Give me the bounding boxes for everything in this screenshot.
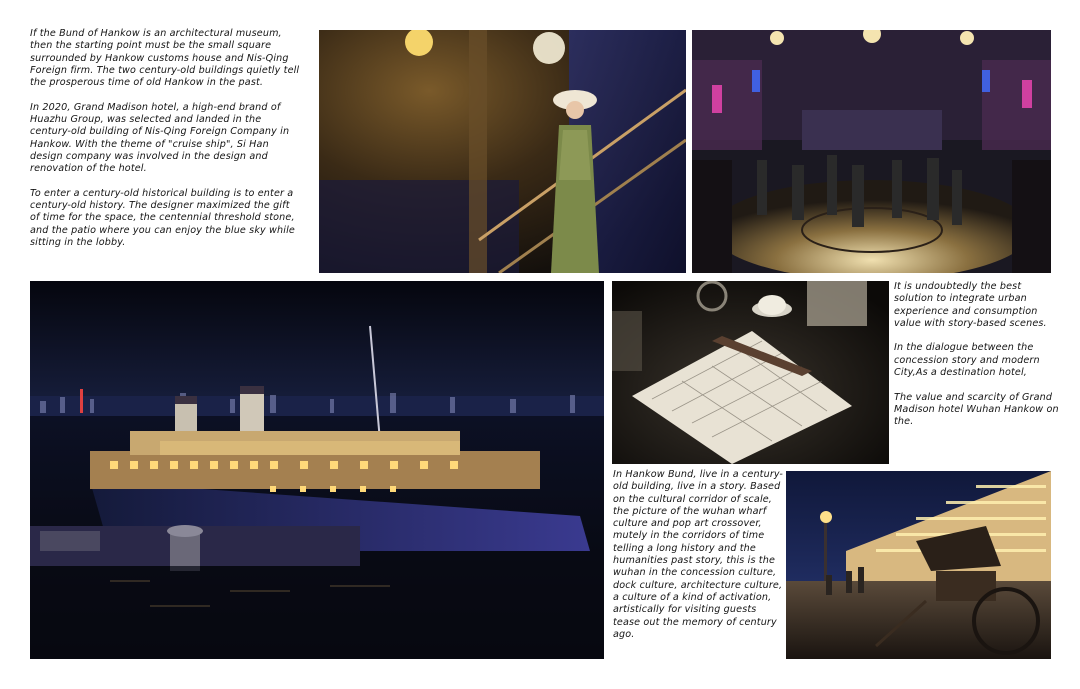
intro-paragraph-1: If the Bund of Hankow is an architectural museum, then the starting point must be the small square surrounded by Hankow customs house and Nis-Qing Foreign firm. The two century-old buildings quietly tell the prosperous time of old Hankow in the past. [30, 28, 300, 89]
side-text-block [894, 281, 1062, 429]
intro-paragraph-2: In 2020, Grand Madison hotel, a high-end brand of Huazhu Group, was selected and landed in the century-old building of Nis-Qing Foreign Company in Hankow. With the theme of "cruise ship", Si Han design company was involved in the design and renovation of the hotel. [30, 101, 290, 175]
intro-paragraph-3: To enter a century-old historical building is to enter a century-old history. The designer maximized the gift of time for the space, the centennial threshold stone, and the patio where you can enjoy the blue sky while sitting in the lobby. [30, 187, 295, 249]
intro-text-block [30, 28, 302, 249]
side-paragraph-1: It is undoubtedly the best solution to integrate urban experience and consumption value with story-based scenes. [894, 281, 1047, 329]
photo-ballroom-dancers [692, 30, 1051, 273]
photo-staircase-woman [319, 30, 686, 273]
bottom-paragraph-1: In Hankow Bund, live in a century-old building, live in a story. Based on the cultural corridor of scale, the picture of the wuhan wharf culture and pop art crossover, mutely in the corridors of time telling a long history and the humanities past story, this is the wuhan in the concession culture, dock culture, architecture culture, a culture of a kind of activation, artistically for visiting guests tease out the memory of century ago. [613, 469, 784, 640]
side-paragraph-2: In the dialogue between the concession story and modern City,As a destination hotel, [894, 342, 1040, 379]
photo-rickshaw-wharf [786, 471, 1051, 659]
photo-map-teacup [612, 281, 889, 464]
bottom-text-block [613, 469, 785, 641]
photo-cruise-ship-model [30, 281, 604, 659]
side-paragraph-3: The value and scarcity of Grand Madison hotel Wuhan Hankow on the. [894, 391, 1059, 428]
